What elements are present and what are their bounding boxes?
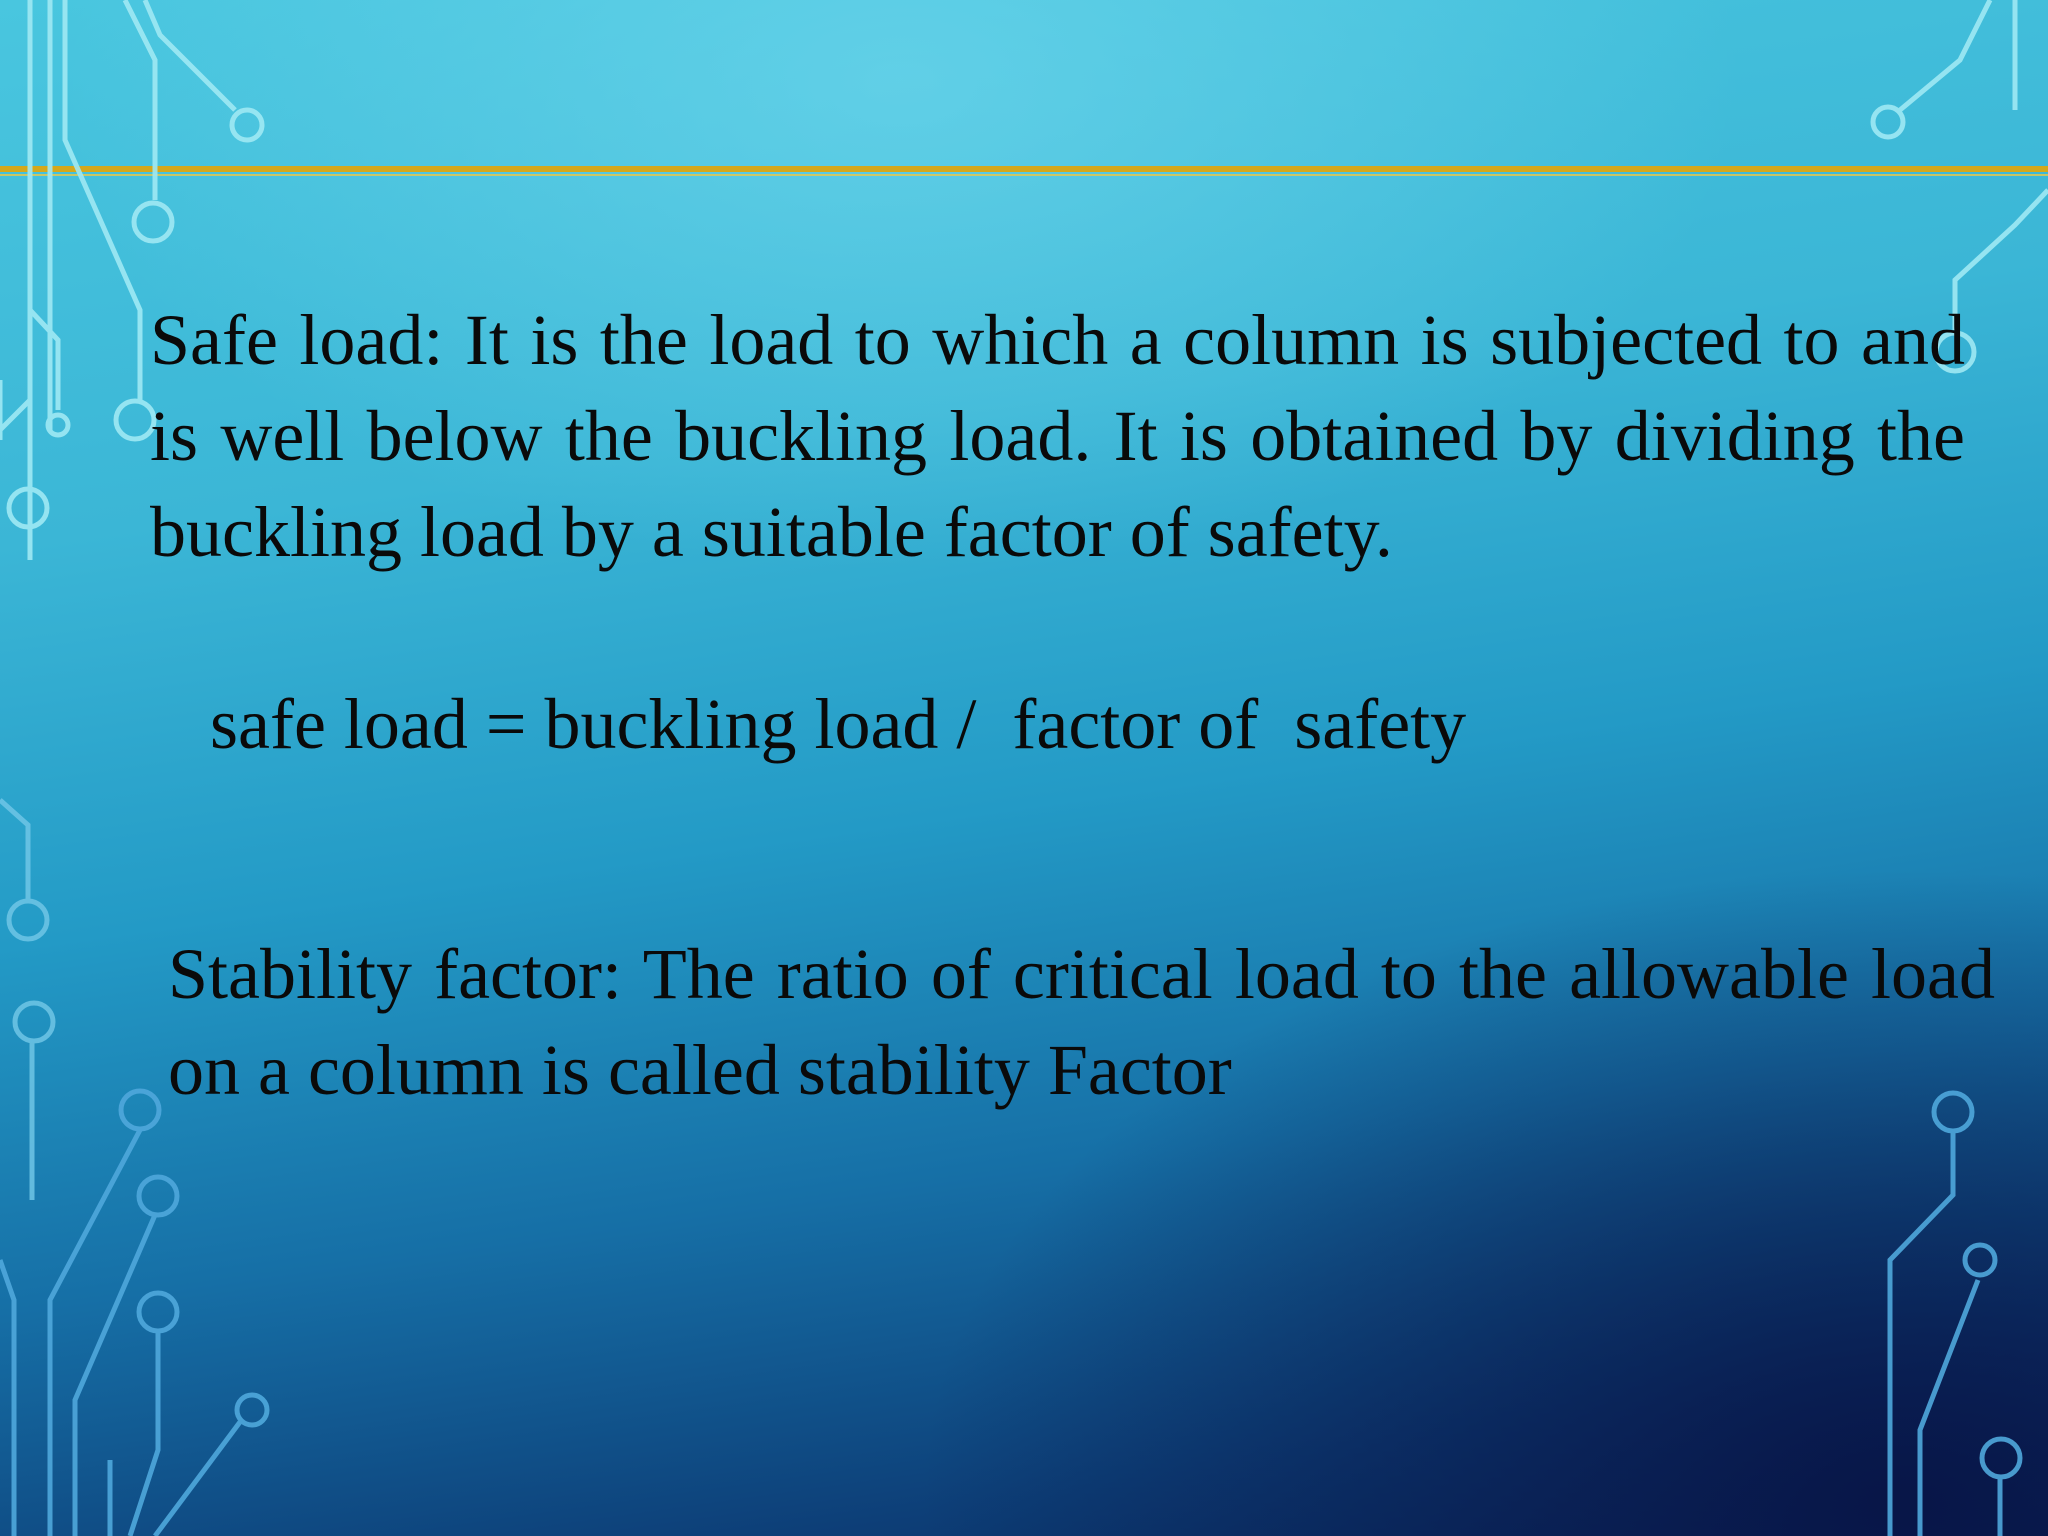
- circuit-bottom-right: [1890, 1093, 2020, 1536]
- circuit-bottom-left: [0, 1091, 267, 1536]
- stability-factor-definition: Stability factor: The ratio of critical load to the allowable load on a column is called stability Factor: [168, 934, 1995, 1110]
- circuit-left-middle: [0, 800, 53, 1200]
- safe-load-definition: Safe load: It is the load to which a column is subjected to and is well below the buckling load. It is obtained by dividing the buckling load by a suitable factor of safety.: [150, 300, 1965, 572]
- accent-line: [0, 166, 2048, 176]
- safe-load-formula: safe load = buckling load / factor of safety: [210, 684, 1467, 764]
